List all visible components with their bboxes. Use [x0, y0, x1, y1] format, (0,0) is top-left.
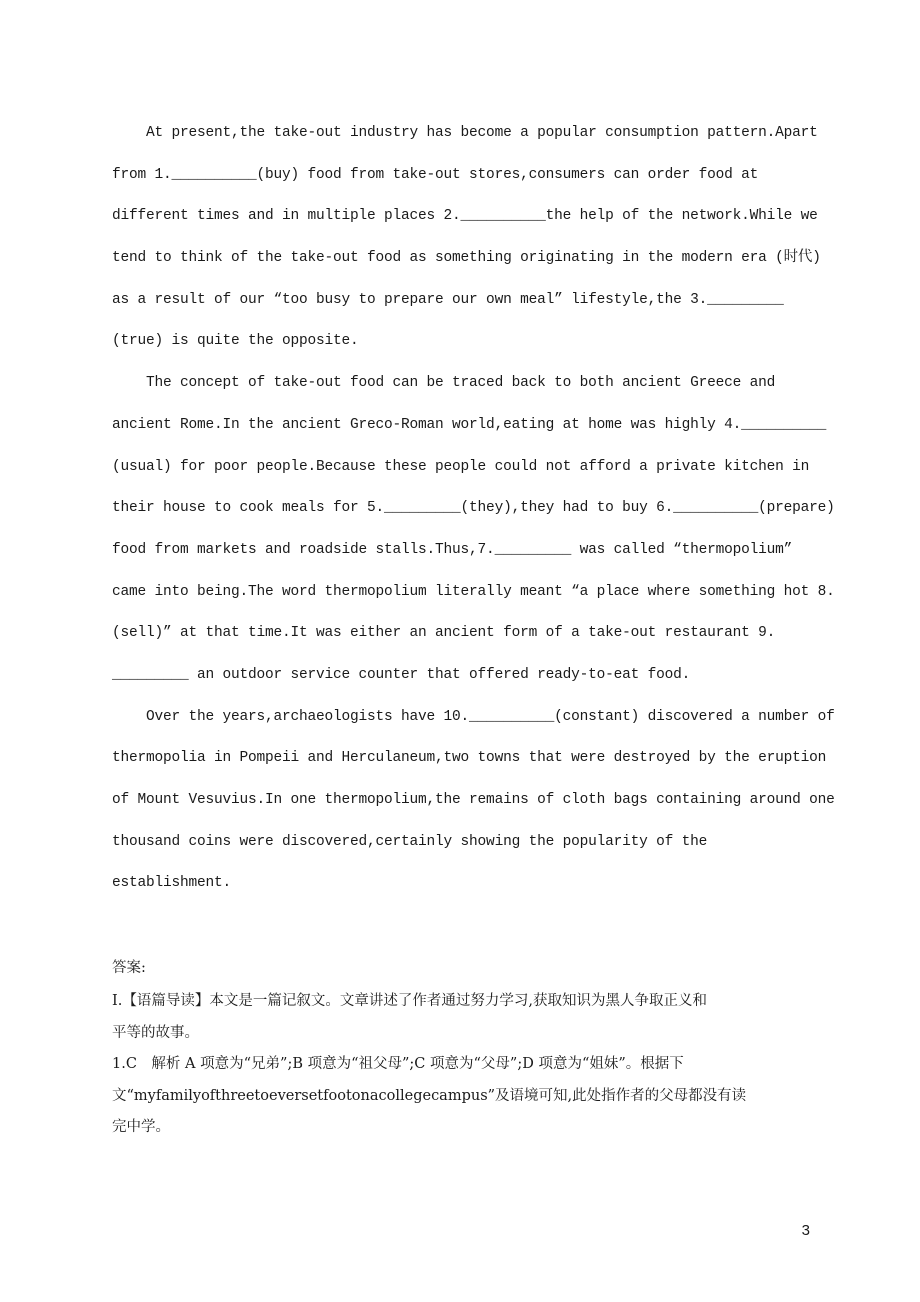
passage-line: thermopolia in Pompeii and Herculaneum,two towns that were destroyed by the eruption [112, 750, 827, 767]
answer-line: Ⅰ.【语篇导读】本文是一篇记叙文。文章讲述了作者通过努力学习,获取知识为黑人争取正义和 [112, 993, 707, 1009]
passage-line: from 1.__________(buy) food from take-out stores,consumers can order food at [112, 166, 759, 183]
passage-line: food from markets and roadside stalls.Thus,7._________ was called “thermopolium” [112, 541, 793, 558]
passage-line: came into being.The word thermopolium literally meant “a place where something hot 8. [112, 583, 835, 600]
passage-line: The concept of take-out food can be traced back to both ancient Greece and [112, 375, 776, 392]
passage-line: thousand coins were discovered,certainly showing the popularity of the [112, 833, 708, 850]
passage-line: (true) is quite the opposite. [112, 333, 359, 350]
passage-line: (sell)” at that time.It was either an ancient form of a take-out restaurant 9. [112, 625, 776, 642]
answer-line: 文“myfamilyofthreetoeversetfootonacollegecampus”及语境可知,此处指作者的父母都没有读 [112, 1087, 747, 1104]
passage-line: tend to think of the take-out food as something originating in the modern era (时代) [112, 250, 821, 267]
passage-line: of Mount Vesuvius.In one thermopolium,the remains of cloth bags containing around one [112, 792, 835, 808]
passage-line: different times and in multiple places 2.__________the help of the network.While we [112, 208, 818, 225]
passage-line: ancient Rome.In the ancient Greco-Roman world,eating at home was highly 4.__________ [112, 416, 827, 433]
passage-line: Over the years,archaeologists have 10.__________(constant) discovered a number of [112, 708, 835, 725]
page-number: 3 [801, 1222, 810, 1239]
passage-line: as a result of our “too busy to prepare our own meal” lifestyle,the 3._________ [112, 291, 784, 308]
passage-line: At present,the take-out industry has become a popular consumption pattern.Apart [112, 125, 818, 141]
passage-line: establishment. [112, 875, 232, 892]
answers-section [112, 953, 812, 1144]
answer-line: 平等的故事。 [112, 1024, 199, 1041]
answer-line: 1.C 解析 A 项意为“兄弟”;B 项意为“祖父母”;C 项意为“父母”;D 项意为“姐妹”。根据下 [112, 1056, 684, 1072]
passage-line: _________ an outdoor service counter that offered ready-to-eat food. [112, 666, 691, 683]
passage-line: (usual) for poor people.Because these people could not afford a private kitchen in [112, 458, 810, 475]
answers-heading: 答案: [112, 960, 146, 976]
answer-line: 完中学。 [112, 1119, 170, 1135]
passage [112, 118, 835, 910]
passage-line: their house to cook meals for 5._________(they),they had to buy 6.__________(prepare) [112, 500, 835, 517]
